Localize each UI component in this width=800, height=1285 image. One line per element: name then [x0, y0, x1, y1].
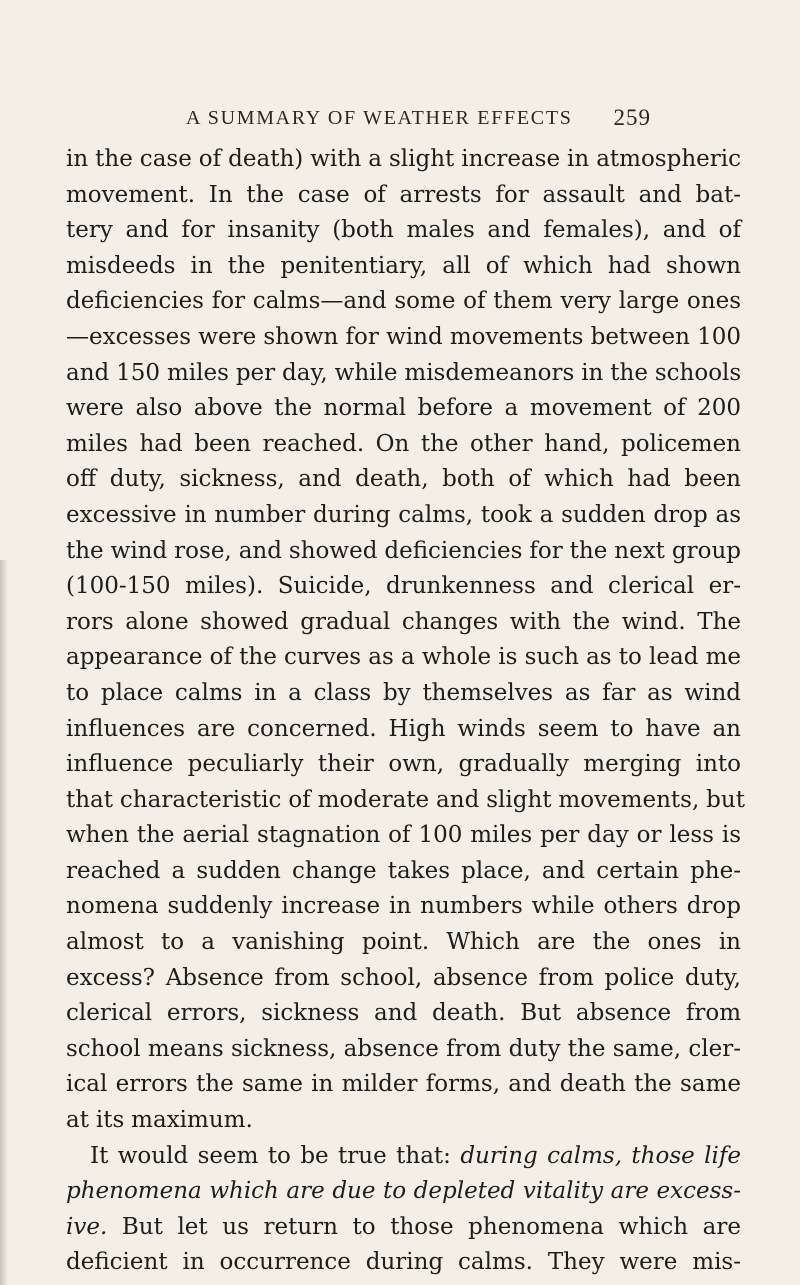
text-line: (100-150 miles). Suicide, drunkenness and clerical er- [66, 573, 741, 600]
text-line: excessive in number during calms, took a sudden drop as [66, 501, 741, 528]
plain-text: It would seem to be true that: [90, 1142, 461, 1169]
text-line: excess? Absence from school, absence from police duty, [66, 964, 741, 991]
text-line: clerical errors, sickness and death. But absence from [66, 1000, 741, 1027]
text-line: in the case of death) with a slight increase in atmospheric [66, 146, 741, 172]
body-text [66, 142, 745, 1281]
text-line: off duty, sickness, and death, both of which had been [66, 466, 741, 493]
text-line: school means sickness, absence from duty the same, cler- [66, 1035, 741, 1062]
text-line: influence peculiarly their own, gradually merging into [66, 751, 741, 778]
text-line: and 150 miles per day, while misdemeanors in the schools [66, 359, 742, 386]
text-line: almost to a vanishing point. Which are the ones in [66, 929, 741, 956]
text-line [66, 1139, 741, 1175]
text-line: movement. In the case of arrests for assault and bat- [66, 181, 741, 208]
text-line: deficient in occurrence during calms. They were mis- [66, 1249, 741, 1276]
text-line: phenomena which are due to depleted vitality are excess- [66, 1178, 741, 1205]
italic-text: ive. [66, 1213, 108, 1240]
text-line: ical errors the same in milder forms, and death the same [66, 1071, 741, 1098]
binding-edge-shadow [0, 560, 8, 1285]
text-line: when the aerial stagnation of 100 miles per day or less is [66, 822, 741, 849]
text-line: influences are concerned. High winds seem to have an [66, 715, 741, 742]
page-header [186, 103, 651, 133]
text-line: miles had been reached. On the other hand, policemen [66, 430, 741, 457]
text-line: rors alone showed gradual changes with the wind. The [66, 608, 741, 635]
running-head: A SUMMARY OF WEATHER EFFECTS [186, 106, 573, 129]
text-line: deficiencies for calms—and some of them very large ones [66, 288, 741, 315]
text-line: to place calms in a class by themselves as far as wind [66, 679, 741, 706]
text-line: were also above the normal before a movement of 200 [66, 395, 741, 422]
text-line: nomena suddenly increase in numbers while others drop [66, 893, 741, 920]
text-line [66, 1210, 741, 1246]
text-line: the wind rose, and showed deficiencies for the next group [66, 537, 741, 564]
italic-text: during calms, those life [460, 1142, 741, 1169]
text-line: that characteristic of moderate and slight movements, but [66, 786, 745, 813]
text-line: —excesses were shown for wind movements between 100 [66, 323, 741, 350]
text-line: reached a sudden change takes place, and certain phe- [66, 857, 741, 884]
text-line: misdeeds in the penitentiary, all of which had shown [66, 252, 741, 279]
plain-text: But let us return to those phenomena which are [107, 1213, 741, 1240]
text-line: tery and for insanity (both males and females), and of [66, 217, 741, 244]
page-number: 259 [613, 105, 651, 130]
text-line: appearance of the curves as a whole is such as to lead me [66, 644, 741, 671]
text-line: at its maximum. [66, 1107, 253, 1134]
